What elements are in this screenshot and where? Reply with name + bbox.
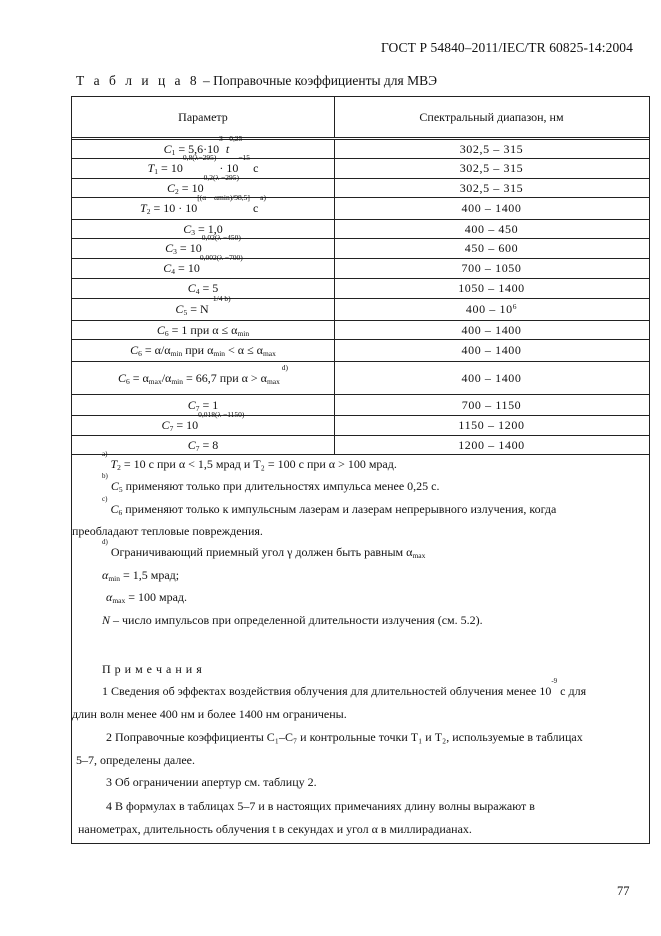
param-cell: $C_2 = 10^{0,2(\lambda -295)}$ — [72, 179, 335, 197]
footnote-d: $^{d)}$ Ограничивающий приемный угол γ должен быть равным $\alpha_{max}$ — [102, 538, 426, 560]
note-4: 4 В формулах в таблицах 5–7 и в настоящих примечаниях длину волны выражают в — [106, 799, 535, 813]
table-row — [72, 340, 649, 362]
param-cell: $C_6 = \alpha/\alpha_{min}$ при $\alpha_{min} < \alpha \le \alpha_{max}$ — [72, 340, 335, 361]
range-text: 400 – 10 — [465, 302, 513, 316]
note-1 — [102, 677, 661, 699]
caption-text: – Поправочные коэффициенты для МВЭ — [199, 73, 438, 88]
table-row — [72, 395, 649, 416]
footnote-b: $^{b)}$ $C_5$ применяют только при длительностях импульса менее 0,25 с. — [102, 472, 440, 494]
note-3: 3 Об ограничении апертур см. таблицу 2. — [106, 775, 317, 789]
param-cell: $C_1 = 5,6\cdot 10^3$ $t^{0,25}$ — [72, 140, 335, 158]
alpha-min-line: $\alpha_{min} = 1,5$ мрад; — [102, 568, 180, 583]
table-header-row — [72, 97, 649, 138]
table-row — [72, 362, 649, 395]
col-header-parameter: Параметр — [72, 97, 335, 137]
note-1-exponent: -9 — [551, 677, 558, 685]
table-row — [72, 233, 649, 259]
footnote-c: $^{c)}$ $C_6$ применяют только к импульсным лазерам и лазерам непрерывного излучения, когда — [102, 495, 557, 517]
caption-label: Т а б л и ц а 8 — [76, 73, 200, 88]
page-number: 77 — [617, 884, 630, 898]
param-cell: $C_4 = 5$ — [72, 279, 335, 298]
table-row — [72, 410, 649, 436]
footnote-mark: d) — [102, 538, 108, 546]
table-caption — [76, 73, 437, 89]
table-row — [72, 436, 649, 455]
range-cell: 400 – 1400 — [461, 343, 522, 357]
footnote-mark: b) — [102, 472, 108, 480]
param-cell: $C_3 = 10^{0,02(\lambda -450)}$ — [72, 239, 335, 258]
alpha-max-value: = 100 мрад. — [128, 590, 188, 604]
range-cell: 1200 – 1400 — [458, 437, 525, 452]
table-row — [72, 133, 649, 159]
note-1-text: 1 Сведения об эффектах воздействия облучения для длительностей облучения менее 10 — [102, 684, 552, 698]
param-cell: $T_2 = 10 \cdot 10[(\alpha - \alpha\min)/98,5]$ с $^{a)}$ — [72, 198, 335, 219]
range-cell: 302,5 – 315 — [459, 141, 524, 156]
correction-factors-table — [71, 96, 650, 844]
footnote-text: применяют только при длительностях импульса менее 0,25 с. — [125, 479, 440, 493]
note-1-end: с для — [557, 684, 587, 698]
range-cell: 450 – 600 — [464, 241, 519, 255]
param-cell: $C_3 = 1,0$ — [72, 220, 335, 238]
range-cell: 700 – 1050 — [461, 261, 522, 275]
footnote-text: Ограничивающий приемный угол γ должен быть равным α — [110, 545, 413, 559]
table-row — [72, 220, 649, 239]
note-2-cont: 5–7, определены далее. — [76, 753, 195, 767]
param-cell: $C_7 = 10^{0,018(\lambda -1150)}$ — [72, 416, 335, 435]
range-cell: 400 – 10 $^6$ — [465, 301, 518, 316]
alpha-min-value: = 1,5 мрад; — [122, 568, 180, 582]
n-definition-text: – число импульсов при определенной длительности излучения (см. 5.2). — [113, 613, 483, 627]
range-cell: 400 – 1400 — [461, 370, 522, 385]
range-cell: 302,5 – 315 — [459, 180, 524, 195]
table-row — [72, 172, 649, 198]
notes-title: П р и м е ч а н и я — [102, 662, 203, 676]
param-cell: $C_6 = \alpha_{max}/\alpha_{min} = 66,7$ при $\alpha > \alpha_{max}$ $^{d)}$ — [72, 362, 335, 394]
param-cell: $C_7 = 1$ — [72, 395, 335, 415]
footnote-mark: a) — [102, 450, 108, 458]
footnote-a: $^{a)}$ $T_2 = 10$ с при α < 1,5 мрад и T₂ = 100 с при α > 100 мрад. — [102, 450, 397, 472]
n-definition-line: N – число импульсов при определенной длительности излучения (см. 5.2). — [102, 613, 483, 627]
document-header: ГОСТ Р 54840–2011/IEC/TR 60825-14:2004 — [380, 40, 633, 55]
table-row — [72, 253, 649, 279]
alpha-max-line: $\alpha_{max} = 100$ мрад. — [106, 590, 188, 605]
note-2: 2 Поправочные коэффициенты C₁–C₇ и контрольные точки T₁ и T₂, используемые в таблицах — [106, 730, 583, 744]
footnote-mark: c) — [102, 495, 108, 503]
footnote-text: применяют только к импульсным лазерам и лазерам непрерывного излучения, когда — [125, 502, 557, 516]
param-cell: $C_6 = 1$ при $\alpha \le \alpha_{min}$ — [72, 321, 335, 339]
range-cell: 700 – 1150 — [461, 397, 522, 412]
col-header-range: Спектральный диапазон, нм — [419, 109, 564, 124]
range-cell: 400 – 1400 — [461, 201, 522, 215]
param-cell: $C_4 = 10^{0,002(\lambda -700)}$ — [72, 259, 335, 278]
range-cell: 400 – 450 — [464, 221, 519, 236]
range-cell: 1050 – 1400 — [458, 281, 525, 295]
range-cell: 1150 – 1200 — [458, 418, 525, 432]
param-cell: $C_5 = N^{-1/4 b)}$ — [72, 299, 335, 320]
range-cell: 302,5 – 315 — [459, 161, 524, 175]
table-row — [72, 321, 649, 340]
range-cell: 400 – 1400 — [461, 322, 522, 337]
note-1-cont: длин волн менее 400 нм и более 1400 нм ограничены. — [72, 707, 347, 721]
footnote-c-cont: преобладают тепловые повреждения. — [72, 524, 263, 538]
table-row — [72, 193, 649, 220]
table-row — [72, 279, 649, 299]
param-cell: $C_7 = 8$ — [72, 436, 335, 454]
note-4-cont: нанометрах, длительность облучения t в секундах и угол α в миллирадианах. — [78, 822, 472, 836]
table-row — [72, 153, 649, 179]
param-cell: $T_1 = 10^{0,8(\lambda-295)} \cdot 10^{-15}$ с — [72, 159, 335, 178]
footnote-text: = 10 с при α < 1,5 мрад и T₂ = 100 с при α > 100 мрад. — [123, 457, 397, 471]
table-row — [72, 294, 649, 321]
